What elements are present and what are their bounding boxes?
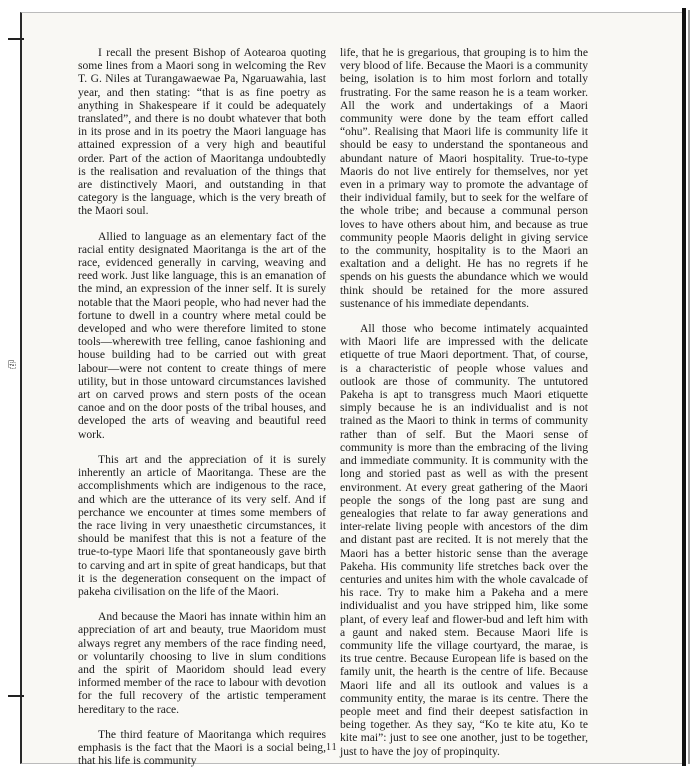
paragraph: The third feature of Maoritanga which requires emphasis is the fact that the Maori is a social being, that his life is community <box>78 727 326 768</box>
binding-mark <box>8 38 24 40</box>
paragraph: All those who become intimately acquainted with Maori life are impressed with the delicate etiquette of true Maori deportment. That, of course, is a characteristic of people whose values and outlook are those of community. The untutored Pakeha is apt to transgress much Maori etiquette simply because he is an individualist and is not trained as the Maori to think in terms of community rather than of self. But the Maori sense of community is more than the embracing of the living and immediate community. It is community with the long and storied past as well as with the present environment. At every great gathering of the Maori people the songs of the long past are sung and genealogies that relate to far away generations and inter-relate living people with ancestors of the dim and distant past are recited. It is not merely that the Maori has a better historic sense than the average Pakeha. His community life stretches back over the centuries and unites him with the whole cavalcade of his race. Try to make him a Pakeha and a mere individualist and you have stripped him, like some plant, of every leaf and flower-bud and left him with a gaunt and naked stem. Because Maori life is community life the village courtyard, the marae, is its true centre. Because European life is based on the family unit, the hearth is the centre of life. Because Maori life and all its outlook and values is a community entity, the marae is its centre. There the people meet and find their deepest satisfaction in being together. As they say, “Ko te kite atu, Ko te kite mai”: just to see one another, just to be together, just to have the joy of propinquity. <box>340 322 588 758</box>
binding-mark <box>8 695 24 697</box>
left-text-column <box>78 46 326 767</box>
binding-shadow <box>688 10 690 764</box>
paragraph: And because the Maori has innate within him an appreciation of art and beauty, true Maoridom must always regret any members of the race finding need, or voluntarily choosing to live in slum conditions and the spirit of Maoridom should lead every informed member of the race to labour with devotion for the full recovery of the artistic temperament hereditary to the race. <box>78 610 326 716</box>
binding-edge <box>682 8 686 766</box>
page-number: 11 <box>326 742 338 753</box>
paragraph: I recall the present Bishop of Aotearoa quoting some lines from a Maori song in welcoming the Rev T. G. Niles at Turangawaewae Pa, Ngaruawahia, last year, and then stating: “that is as fine poetry as anything in Shakespeare if it could be adequately translated”, and there is no doubt whatever that both in its prose and in its poetry the Maori language has attained expression of a very high and beautiful order. Part of the action of Maoritanga undoubtedly is the realisation and revaluation of the things that are distinctively Maori, and outstanding in that category is the language, which is the very breath of the Maori soul. <box>78 46 326 218</box>
paragraph-continuation: life, that he is gregarious, that grouping is to him the very blood of life. Because the Maori is a community being, isolation is to him most forlorn and totally frustrating. For the same reason he is a team worker. All the work and undertakings of a Maori community were done by the team effort called “ohu”. Realising that Maori life is community life it should be easy to understand the spontaneous and abundant nature of Maori hospitality. True-to-type Maoris do not live entirely for themselves, nor yet even in a primary way to promote the advantage of their individual family, but to seek for the welfare of the whole tribe; and because a communal person loves to have others about him, and because as true community people Maoris delight in giving service to the community, hospitality is to the Maori an exaltation and a delight. He has no regrets if he spends on his guests the abundance which we would think should be retained for the more assured sustenance of his immediate dependants. <box>340 46 588 310</box>
right-text-column <box>340 46 588 758</box>
binding-clip-mark: ⎘ <box>8 360 16 371</box>
paragraph: Allied to language as an elementary fact of the racial entity designated Maoritanga is the art of the race, evidenced generally in carving, weaving and reed work. Just like language, this is an emanation of the mind, an expression of the inner self. It is surely notable that the Maori people, who had never had the fortune to dwell in a country where metal could be developed and who were therefore limited to stone tools—wherewith tree felling, canoe fashioning and house building had to be carried out with great labour—were not content to create things of mere utility, but in those untoward circumstances lavished art on carved prows and stern posts of the ocean canoe and on the door posts of the tribal houses, and developed the arts of weaving and beautiful reed work. <box>78 229 326 441</box>
paragraph: This art and the appreciation of it is surely inherently an article of Maoritanga. These are the accomplishments which are indigenous to the race, and which are the utterance of its very self. And if perchance we encounter at times some members of the race living in very unaesthetic circumstances, it should be manifest that this is not a feature of the true-to-type Maori life that spontaneously gave birth to carving and art in spite of great handicaps, but that it is the degeneration consequent on the impact of pakeha civilisation on the life of the Maori. <box>78 452 326 598</box>
